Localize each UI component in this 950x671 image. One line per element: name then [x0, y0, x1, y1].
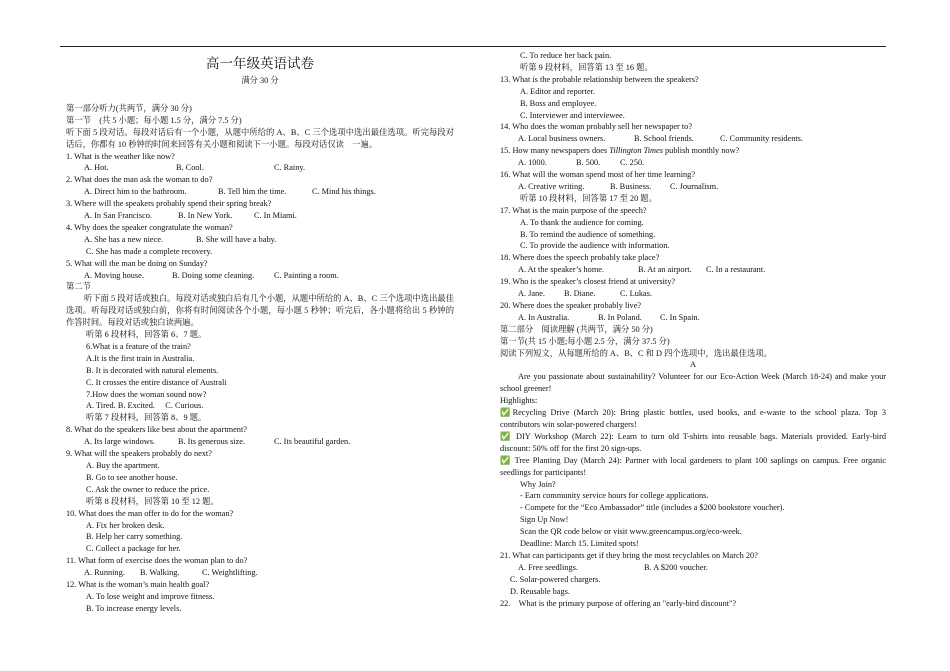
text-line: 听第 7 段材料，回答第 8、9 题。	[86, 413, 207, 423]
text-line: A	[690, 360, 696, 370]
left-column-body	[66, 103, 454, 615]
text-line: ✅Recycling Drive (March 20): Bring plastic bottles, used books, and e-waste to the school plaza. Top 3 contributors win solar-powered chargers!	[500, 408, 886, 429]
text-line: Are you passionate about sustainability? Volunteer for our Eco-Action Week (March 18-24) and make your school greener!	[500, 372, 886, 394]
text-line: Scan the QR code below or visit www.greencampus.org/eco-week.	[520, 527, 742, 537]
option-c: C. 250.	[620, 158, 645, 168]
option-b: B. In New York.	[178, 211, 233, 221]
question-stem: 9. What will the speakers probably do next?	[66, 449, 212, 459]
text-line: 听第 10 段材料，回答第 17 至 20 题。	[520, 193, 657, 203]
text-line: A. Editor and reporter.	[520, 86, 595, 96]
option-b: B. She will have a baby.	[196, 234, 277, 244]
option-c: C. Community residents.	[720, 134, 803, 144]
question-stem: 6.What is a feature of the train?	[86, 341, 191, 351]
question-stem: 20. Where does the speaker probably live?	[500, 300, 642, 310]
answer-options	[500, 312, 886, 324]
option-b: B. Diane.	[564, 289, 596, 299]
text-line: B. Boss and employee.	[520, 98, 597, 108]
text-line: Why Join?	[520, 479, 556, 489]
option-c: C. In Spain.	[660, 312, 700, 322]
option-b: B. 500.	[576, 158, 601, 168]
text-line: C. Collect a package for her.	[86, 544, 181, 554]
question-stem: 19. Who is the speaker’s closest friend at university?	[500, 277, 676, 287]
text-line: A. Buy the apartment.	[86, 461, 160, 470]
text-line: A. To lose weight and improve fitness.	[86, 591, 215, 601]
question-stem: 22. What is the primary purpose of offering an "early-bird discount"?	[500, 598, 737, 608]
option-a: A. Running.	[84, 568, 125, 578]
option-c: C. In Miami.	[254, 211, 297, 221]
text-line: 第一节 (共 5 小题；每小题 1.5 分，满分 7.5 分)	[66, 115, 242, 125]
text-line: D. Reusable bags.	[510, 586, 570, 596]
answer-options	[66, 436, 454, 448]
option-b: B. Business.	[610, 181, 652, 191]
option-b: B. Cool.	[176, 163, 204, 173]
text-line: Deadline: March 15. Limited spots!	[520, 539, 639, 549]
text-line: C. Solar-powered chargers.	[510, 574, 601, 584]
question-stem: 11. What form of exercise does the woman plan to do?	[66, 556, 248, 566]
question-stem: 15. How many newspapers does Tillington Times publish monthly now?	[500, 146, 740, 156]
text-line: A. Fix her broken desk.	[86, 520, 165, 530]
option-a: A. Moving house.	[84, 270, 144, 280]
text-line: B. It is decorated with natural elements.	[86, 365, 219, 375]
text-line: - Compete for the “Eco Ambassador” title (includes a $200 bookstore voucher).	[520, 503, 785, 513]
option-b: B. Doing some cleaning.	[172, 270, 255, 280]
question-stem: 14. Who does the woman probably sell her newspaper to?	[500, 122, 693, 132]
text-line: C. It crosses the entire distance of Australi	[86, 377, 227, 387]
text-line: 第二节	[66, 282, 91, 292]
text-line: Sign Up Now!	[520, 515, 569, 525]
page-title: 高一年级英语试卷	[206, 56, 314, 71]
text-line: B. Help her carry something.	[86, 532, 183, 542]
question-stem: 8. What do the speakers like best about the apartment?	[66, 425, 247, 435]
answer-options	[500, 562, 886, 574]
question-stem: 4. Why does the speaker congratulate the woman?	[66, 222, 233, 232]
text-line: - Earn community service hours for college applications.	[520, 491, 709, 501]
option-a: A. Jane.	[518, 289, 545, 299]
option-b: B. Walking.	[140, 568, 180, 578]
option-b: B. Tell him the time.	[218, 187, 287, 197]
option-a: A. Creative writing.	[518, 181, 585, 191]
question-stem: 18. Where does the speech probably take place?	[500, 253, 660, 263]
option-c: C. Mind his things.	[312, 187, 376, 197]
option-b: B. At an airport.	[638, 265, 692, 275]
option-a: A. At the speaker’s home.	[518, 265, 605, 275]
text-line: 听第 8 段材料，回答第 10 至 12 题。	[86, 496, 219, 506]
answer-options	[66, 567, 454, 579]
text-line: 听第 6 段材料，回答第 6、7 题。	[86, 330, 207, 340]
text-line: 第一部分听力(共两节，满分 30 分)	[66, 103, 192, 113]
answer-options	[66, 162, 454, 174]
text-line: C. She has made a complete recovery.	[86, 246, 213, 256]
text-line: A. Tired. B. Excited. C. Curious.	[86, 401, 204, 411]
text-line: C. To reduce her back pain.	[520, 51, 612, 60]
newspaper-title: Tillington Times	[609, 146, 663, 156]
question-stem: 5. What will the man be doing on Sunday?	[66, 258, 208, 268]
answer-options	[500, 181, 886, 193]
answer-options	[500, 133, 886, 145]
question-stem: 2. What does the man ask the woman to do?	[66, 175, 213, 185]
option-c: C. Its beautiful garden.	[274, 437, 351, 447]
question-stem: 12. What is the woman’s main health goal?	[66, 580, 210, 590]
right-column	[500, 50, 886, 609]
option-c: C. Rainy.	[274, 163, 306, 173]
option-c: C. In a restaurant.	[706, 265, 766, 275]
text-line: Highlights:	[500, 396, 538, 406]
option-a: A. 1000.	[518, 158, 547, 168]
option-a: A. Direct him to the bathroom.	[84, 187, 187, 197]
text-line: 阅读下列短文，从每题所给的 A、B、C 和 D 四个选项中，选出最佳选项。	[500, 348, 772, 358]
question-stem: 21. What can participants get if they bring the most recyclables on March 20?	[500, 550, 758, 560]
option-b: B. A $200 voucher.	[644, 562, 708, 572]
text-line: B. Go to see another house.	[86, 472, 178, 482]
question-stem: 1. What is the weather like now?	[66, 151, 175, 161]
answer-options	[500, 157, 886, 169]
text-line: B. To increase energy levels.	[86, 603, 182, 613]
answer-options	[500, 264, 886, 276]
option-c: C. Lukas.	[620, 289, 653, 299]
answer-options	[66, 210, 454, 222]
text-line: A.It is the first train in Australia.	[86, 353, 195, 363]
text-line: C. Ask the owner to reduce the price.	[86, 484, 210, 494]
option-c: C. Weightlifting.	[202, 568, 258, 578]
option-a: A. In San Francisco.	[84, 211, 152, 221]
option-a: A. She has a new niece.	[84, 234, 164, 244]
score-line: 满分 30 分	[241, 76, 279, 85]
answer-options	[66, 186, 454, 198]
option-a: A. Hot.	[84, 163, 109, 173]
question-stem: 13. What is the probable relationship between the speakers?	[500, 74, 699, 84]
answer-options	[500, 288, 886, 300]
option-a: A. Its large windows.	[84, 437, 156, 447]
text-line: 听下面 5 段对话或独白。每段对话或独白后有几个小题，从题中所给的 A、B、C 三个选项中选出最佳选项。听每段对话或独白前，你将有时间阅读各个小题，每小题 5 秒钟；听完后，各小题将给出 5 秒钟的作答时间。每段对话或独白读两遍。	[66, 294, 454, 328]
option-b: B. In Poland.	[598, 312, 642, 322]
text-line: 听下面 5 段对话。每段对话后有一个小题，从题中所给的 A、B、C 三个选项中选出最佳选项。听完每段对话后，你都有 10 秒钟的时间来回答有关小题和阅读下一小题。每段对话仅读 一遍。	[66, 127, 454, 149]
option-b: B. School friends.	[634, 134, 694, 144]
text-line: C. Interviewer and interviewee.	[520, 110, 625, 120]
option-a: A. Local business owners.	[518, 134, 606, 144]
left-column	[66, 50, 454, 615]
text-line: 听第 9 段材料，回答第 13 至 16 题。	[520, 62, 653, 72]
option-a: A. Free seedlings.	[518, 562, 578, 572]
question-stem: 17. What is the main purpose of the speech?	[500, 205, 647, 215]
question-stem: 7.How does the woman sound now?	[86, 389, 207, 399]
right-column-body	[500, 50, 886, 609]
option-a: A. In Australia.	[518, 312, 570, 322]
question-stem: 10. What does the man offer to do for the woman?	[66, 508, 234, 518]
top-rule	[60, 46, 886, 47]
option-c: C. Painting a room.	[274, 270, 339, 280]
text-line: B. To remind the audience of something.	[520, 229, 656, 239]
option-c: C. Journalism.	[670, 181, 719, 191]
question-stem: 3. Where will the speakers probably spend their spring break?	[66, 199, 272, 209]
text-line: C. To provide the audience with information.	[520, 241, 670, 251]
answer-options	[66, 270, 454, 282]
text-line: ✅ Tree Planting Day (March 24): Partner with local gardeners to plant 100 saplings on campus. Free organic seedlings for participants!	[500, 455, 886, 477]
text-line: ✅ DIY Workshop (March 22): Learn to turn old T-shirts into reusable bags. Materials provided. Early-bird discount: 50% off for the first 20 sign-ups.	[500, 431, 886, 453]
text-line: A. To thank the audience for coming.	[520, 217, 644, 227]
text-line: 第二部分 阅读理解 (共两节，满分 50 分)	[500, 324, 653, 334]
text-line: 第一节(共 15 小题;每小题 2.5 分，满分 37.5 分)	[500, 336, 670, 346]
answer-options	[66, 234, 454, 246]
option-b: B. Its generous size.	[178, 437, 246, 447]
question-stem: 16. What will the woman spend most of her time learning?	[500, 170, 696, 180]
